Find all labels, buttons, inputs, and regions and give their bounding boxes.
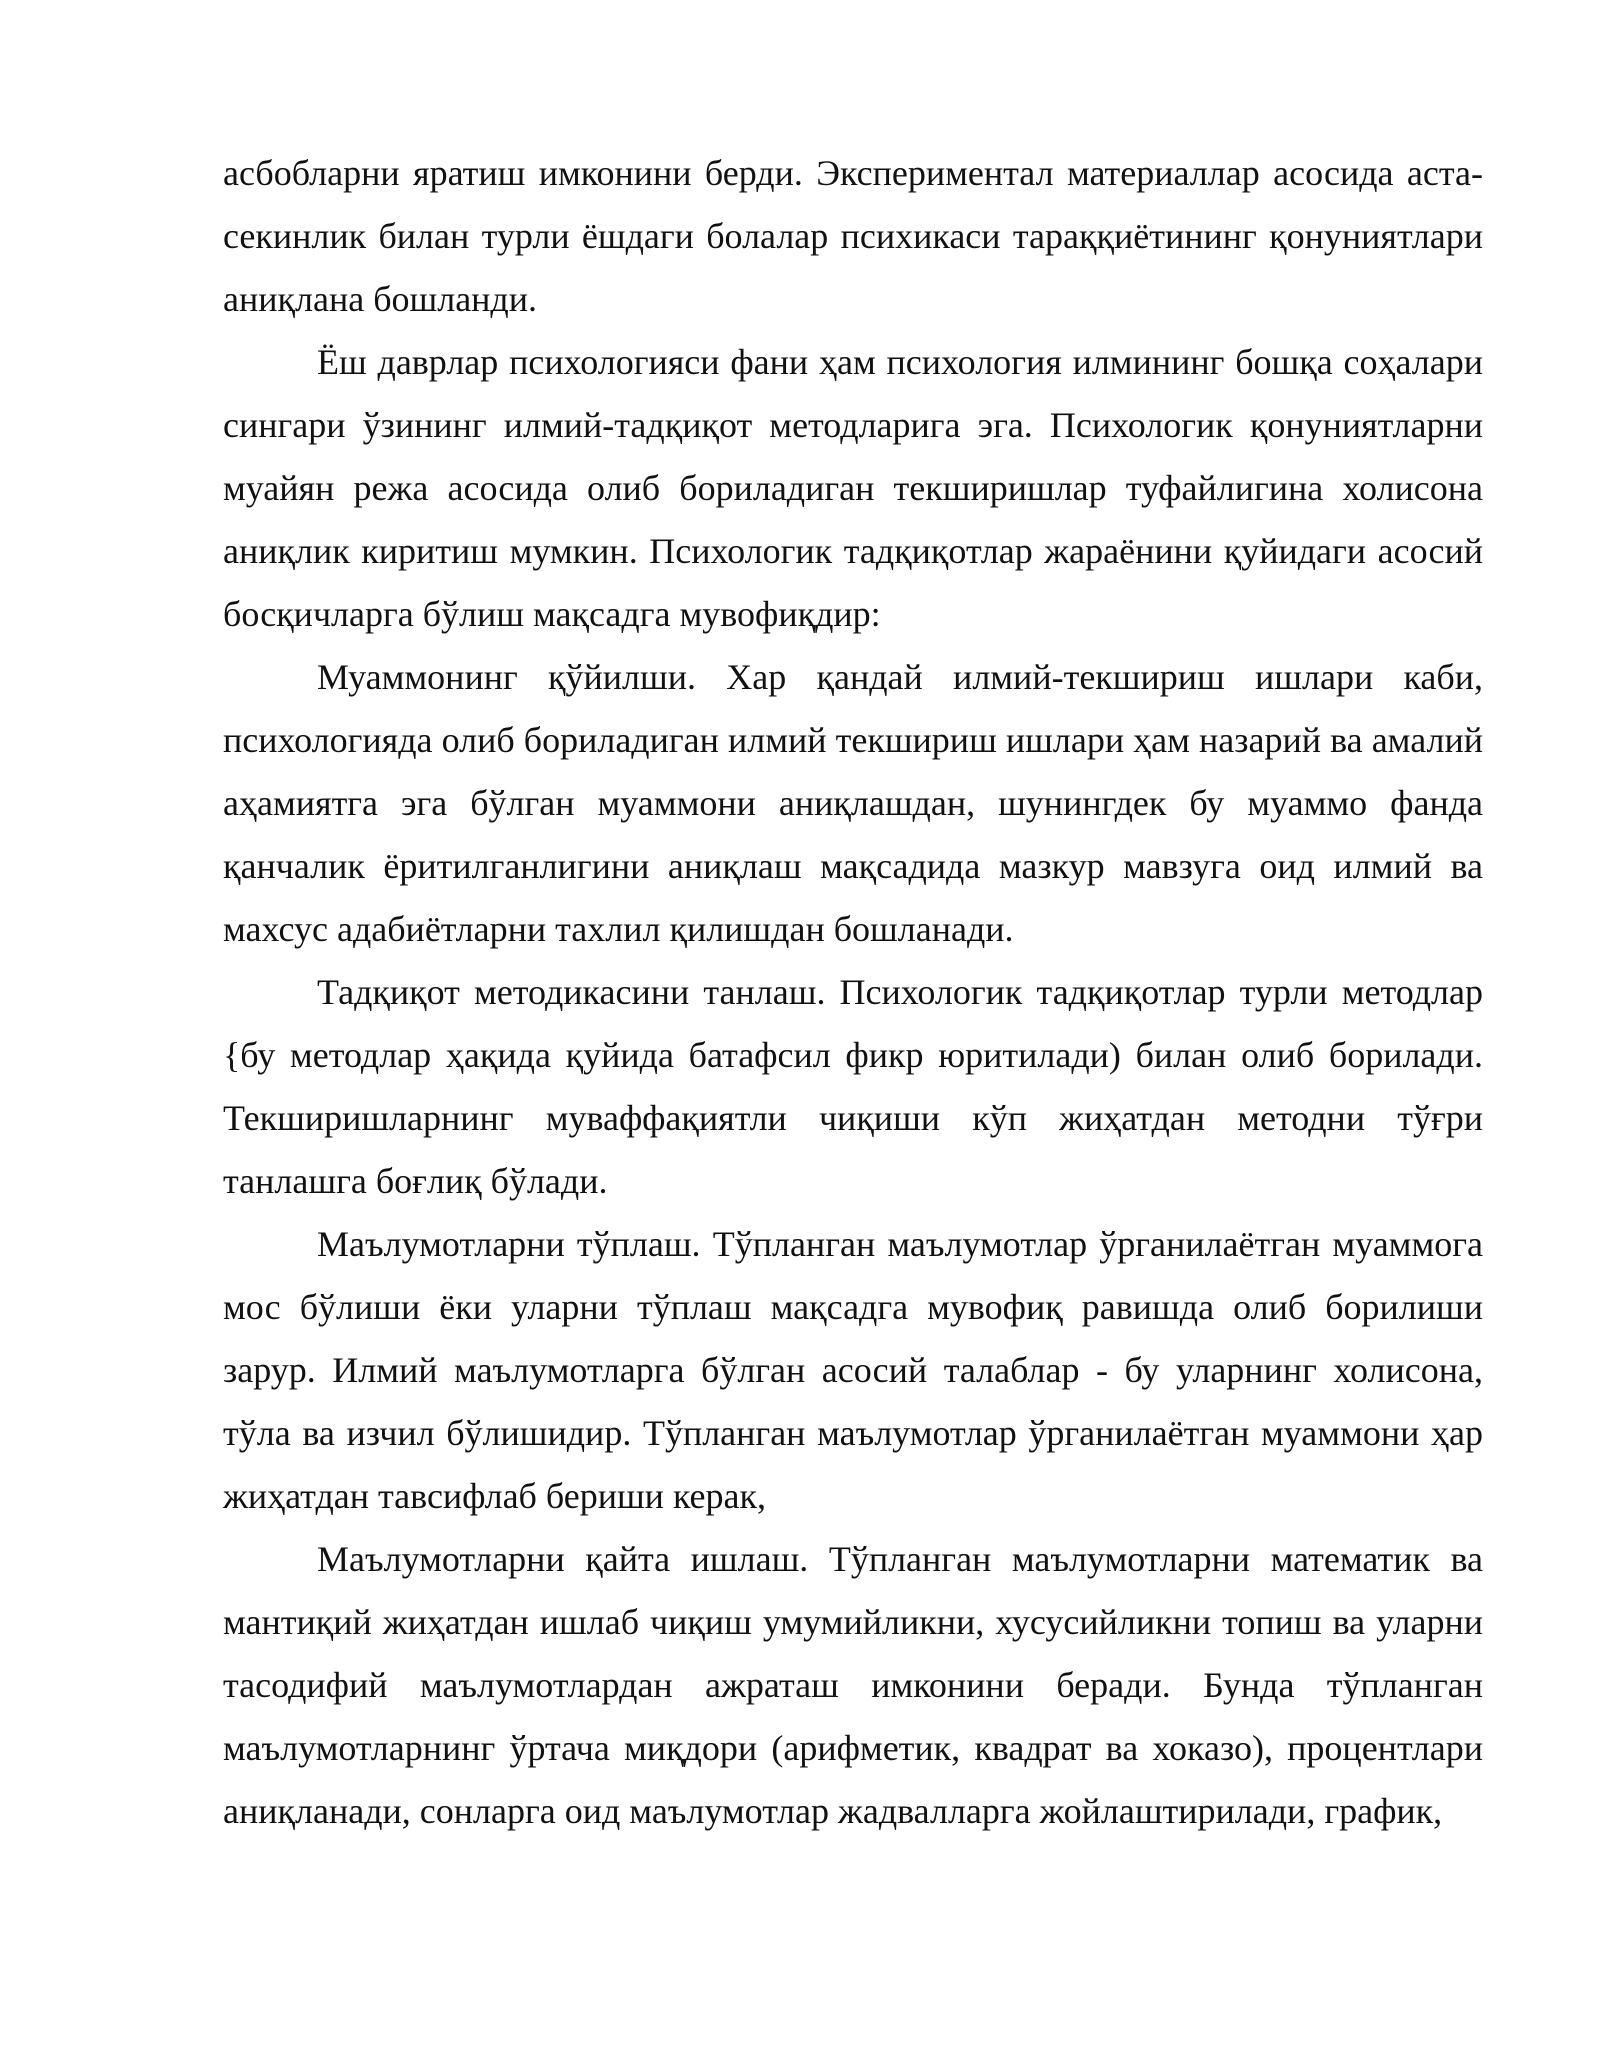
paragraph-4: Тадқиқот методикасини танлаш. Психологик тадқиқотлар турли методлар {бу методлар ҳақида қуйида батафсил фикр юритилади) билан олиб борилади. Текширишларнинг муваффақиятли чиқиши кўп жиҳатдан методни тўғри танлашга боғлиқ бўлади.	[223, 972, 1483, 1201]
paragraph-2: Ёш даврлар психологияси фани ҳам психология илмининг бошқа соҳалари сингари ўзининг илмий-тадқиқот методларига эга. Психологик қонуниятларни муайян режа асосида олиб бориладиган текширишлар туфайлигина холисона аниқлик киритиш мумкин. Психологик тадқиқотлар жараёнини қуйидаги асосий босқичларга бўлиш мақсадга мувофиқдир:	[223, 342, 1483, 634]
paragraph-1: асбобларни яратиш имконини берди. Экспериментал материаллар асосида аста-секинлик билан турли ёшдаги болалар психикаси тараққиётининг қонуниятлари аниқлана бошланди.	[223, 153, 1483, 319]
paragraph-5: Маълумотларни тўплаш. Тўпланган маълумотлар ўрганилаётган муаммога мос бўлиши ёки уларни тўплаш мақсадга мувофиқ равишда олиб борилиши зарур. Илмий маълумотларга бўлган асосий талаблар - бу уларнинг холисона, тўла ва изчил бўлишидир. Тўпланган маълумотлар ўрганилаётган муаммони ҳар жиҳатдан тавсифлаб бериши керак,	[223, 1224, 1483, 1516]
document-page	[223, 142, 1483, 1843]
paragraph-3: Муаммонинг қўйилши. Хар қандай илмий-текшириш ишлари каби, психологияда олиб бориладиган илмий текшириш ишлари ҳам назарий ва амалий аҳамиятга эга бўлган муаммони аниқлашдан, шунингдек бу муаммо фанда қанчалик ёритилганлигини аниқлаш мақсадида мазкур мавзуга оид илмий ва махсус адабиётларни тахлил қилишдан бошланади.	[223, 657, 1483, 949]
paragraph-6: Маълумотларни қайта ишлаш. Тўпланган маълумотларни математик ва мантиқий жиҳатдан ишлаб чиқиш умумийликни, хусусийликни топиш ва уларни тасодифий маълумотлардан ажраташ имконини беради. Бунда тўпланган маълумотларнинг ўртача миқдори (арифметик, квадрат ва хоказо), процентлари аниқланади, сонларга оид маълумотлар жадвалларга жойлаштирилади, график,	[223, 1539, 1483, 1831]
